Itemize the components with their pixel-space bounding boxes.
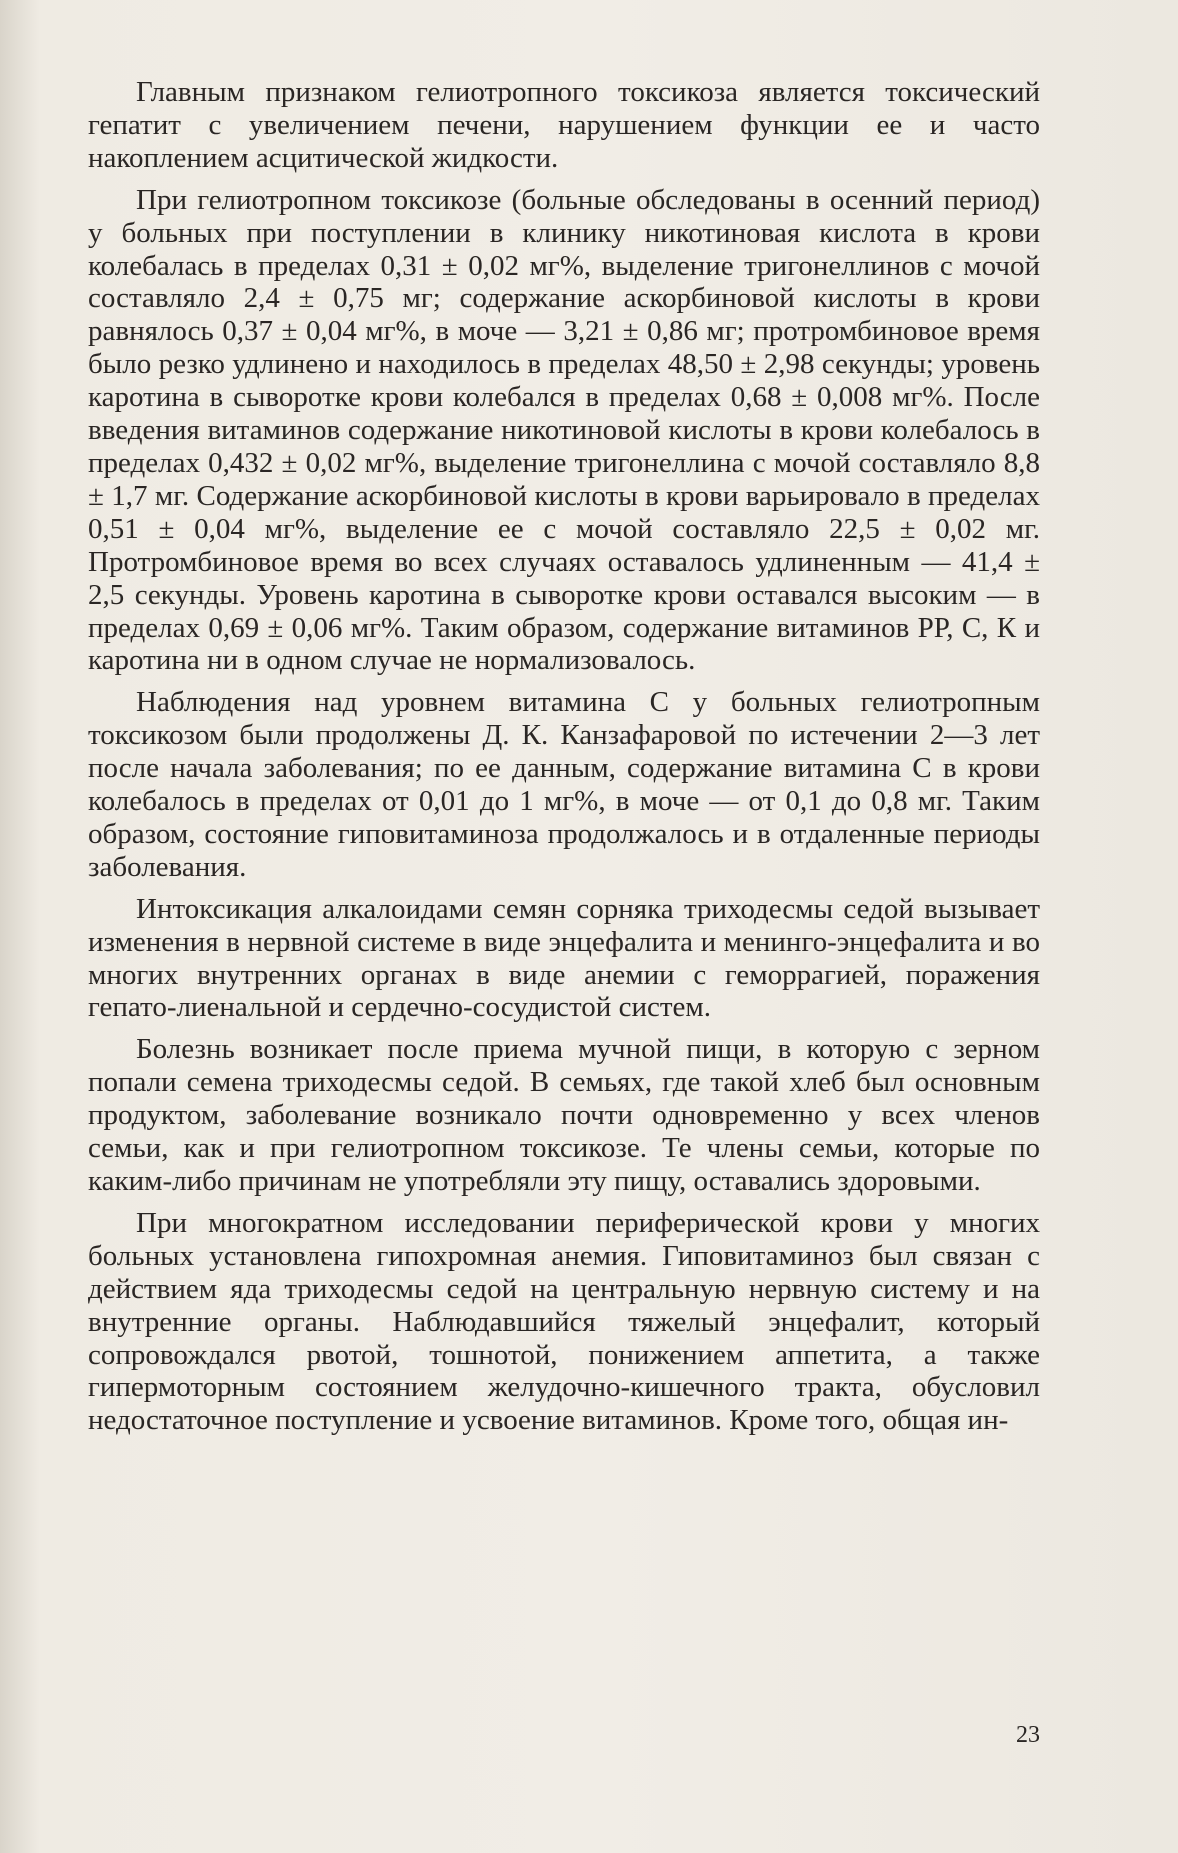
paragraph: Главным признаком гелиотропного токсикоза является токсический гепатит с увеличением печени, нарушением функции ее и часто накоплением асцитической жидкости. [88,76,1040,174]
paragraph: При гелиотропном токсикозе (больные обследованы в осенний период) у больных при поступлении в клинику никотиновая кислота в крови колебалась в пределах 0,31 ± 0,02 мг%, выделение тригонеллинов с мочой составляло 2,4 ± 0,75 мг; содержание аскорбиновой кислоты в крови равнялось 0,37 ± 0,04 мг%, в моче — 3,21 ± 0,86 мг; протромбиновое время было резко удлинено и находилось в пределах 48,50 ± 2,98 секунды; уровень каротина в сыворотке крови колебался в пределах 0,68 ± 0,008 мг%. После введения витаминов содержание никотиновой кислоты в крови колебалось в пределах 0,432 ± 0,02 мг%, выделение тригонеллина с мочой составляло 8,8 ± 1,7 мг. Содержание аскорбиновой кислоты в крови варьировало в пределах 0,51 ± 0,04 мг%, выделение ее с мочой составляло 22,5 ± 0,02 мг. Протромбиновое время во всех случаях оставалось удлиненным — 41,4 ± 2,5 секунды. Уровень каротина в сыворотке крови оставался высоким — в пределах 0,69 ± 0,06 мг%. Таким образом, содержание витаминов РР, С, К и каротина ни в одном случае не нормализовалось. [88,183,1040,677]
paragraph: При многократном исследовании периферической крови у многих больных установлена гипохромная анемия. Гиповитаминоз был связан с действием яда триходесмы седой на центральную нервную систему и на внутренние органы. Наблюдавшийся тяжелый энцефалит, который сопровождался рвотой, тошнотой, понижением аппетита, а также гипермоторным состоянием желудочно-кишечного тракта, обусловил недостаточное поступление и усвоение витаминов. Кроме того, общая ин- [88,1206,1040,1437]
paragraph: Болезнь возникает после приема мучной пищи, в которую с зерном попали семена триходесмы седой. В семьях, где такой хлеб был основным продуктом, заболевание возникало почти одновременно у всех членов семьи, как и при гелиотропном токсикозе. Те члены семьи, которые по каким-либо причинам не употребляли эту пищу, оставались здоровыми. [88,1033,1040,1197]
paragraph: Наблюдения над уровнем витамина С у больных гелиотропным токсикозом были продолжены Д. К. Канзафаровой по истечении 2—3 лет после начала заболевания; по ее данным, содержание витамина С в крови колебалось в пределах от 0,01 до 1 мг%, в моче — от 0,1 до 0,8 мг. Таким образом, состояние гиповитаминоза продолжалось и в отдаленные периоды заболевания. [88,686,1040,883]
paragraph: Интоксикация алкалоидами семян сорняка триходесмы седой вызывает изменения в нервной системе в виде энцефалита и менинго-энцефалита и во многих внутренних органах в виде анемии с геморрагией, поражения гепато-лиенальной и сердечно-сосудистой систем. [88,892,1040,1024]
body-text [88,76,1040,1446]
page-number: 23 [1016,1722,1040,1748]
